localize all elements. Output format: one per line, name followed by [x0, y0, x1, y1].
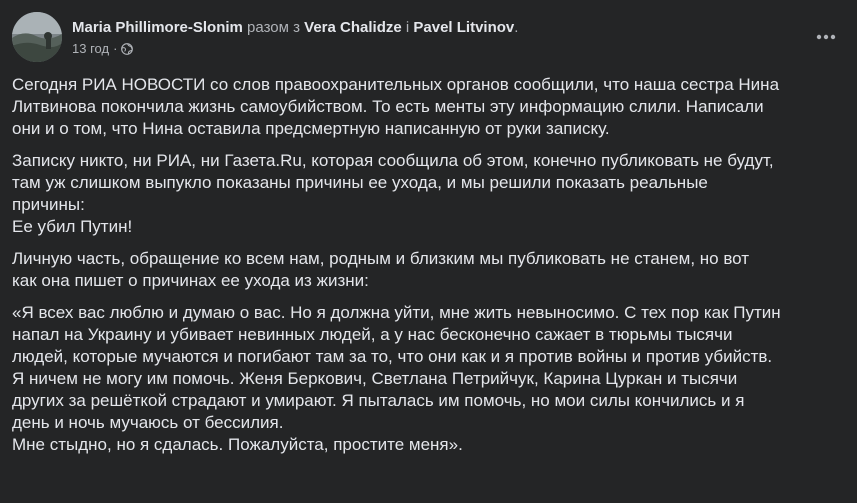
post-header	[12, 12, 845, 62]
text-line: там уж слишком выпукло показаны причины ее ухода, и мы решили показать реальные	[12, 173, 708, 192]
conjunction-text: і	[405, 19, 410, 36]
trailing-period: .	[514, 19, 519, 36]
more-options-icon	[816, 34, 836, 40]
author-avatar[interactable]	[12, 12, 62, 62]
post-paragraph-3	[12, 248, 847, 292]
text-line: Ее убил Путин!	[12, 217, 133, 236]
post-timestamp-link[interactable]: 13 год	[72, 41, 110, 56]
text-line: Записку никто, ни РИА, ни Газета.Ru, которая сообщила об этом, конечно публиковать не будут,	[12, 151, 774, 170]
tagged-user-link-1[interactable]: Vera Chalidze	[304, 19, 402, 36]
with-text: разом з	[247, 19, 300, 36]
post-body	[12, 74, 847, 466]
meta-separator: ·	[113, 41, 118, 56]
author-name-link[interactable]: Maria Phillimore-Slonim	[72, 19, 243, 36]
text-line: Литвинова покончила жизнь самоубийством. То есть менты эту информацию слили. Написали	[12, 97, 764, 116]
text-line: причины:	[12, 195, 85, 214]
post-paragraph-1	[12, 74, 847, 140]
text-line: «Я всех вас люблю и думаю о вас. Но я должна уйти, мне жить невыносимо. С тех пор как Путин	[12, 303, 781, 322]
globe-icon[interactable]	[121, 43, 133, 55]
tagged-user-link-2[interactable]: Pavel Litvinov	[413, 19, 515, 36]
author-line	[72, 18, 518, 38]
text-line: Сегодня РИА НОВОСТИ со слов правоохранительных органов сообщили, что наша сестра Нина	[12, 75, 780, 94]
post-paragraph-2	[12, 150, 847, 238]
more-options-button[interactable]	[811, 26, 841, 48]
text-line: как она пишет о причинах ее ухода из жизни:	[12, 271, 369, 290]
post-paragraph-4	[12, 302, 847, 456]
text-line: день и ночь мучаюсь от бессилия.	[12, 413, 284, 432]
text-line: людей, которые мучаются и погибают там за то, что они как и я против войны и против убийств.	[12, 347, 773, 366]
text-line: других за решёткой страдают и умирают. Я пыталась им помочь, но мои силы кончились и я	[12, 391, 745, 410]
text-line: Я ничем не могу им помочь. Женя Беркович, Светлана Петрийчук, Карина Цуркан и тысячи	[12, 369, 738, 388]
text-line: напал на Украину и убивает невинных людей, а у нас бесконечно сажает в тюрьмы тысячи	[12, 325, 733, 344]
text-line: Личную часть, обращение ко всем нам, родным и близким мы публиковать не станем, но вот	[12, 249, 750, 268]
post-meta	[72, 41, 133, 57]
text-line: они и о том, что Нина оставила предсмертную написанную от руки записку.	[12, 119, 610, 138]
text-line: Мне стыдно, но я сдалась. Пожалуйста, простите меня».	[12, 435, 463, 454]
